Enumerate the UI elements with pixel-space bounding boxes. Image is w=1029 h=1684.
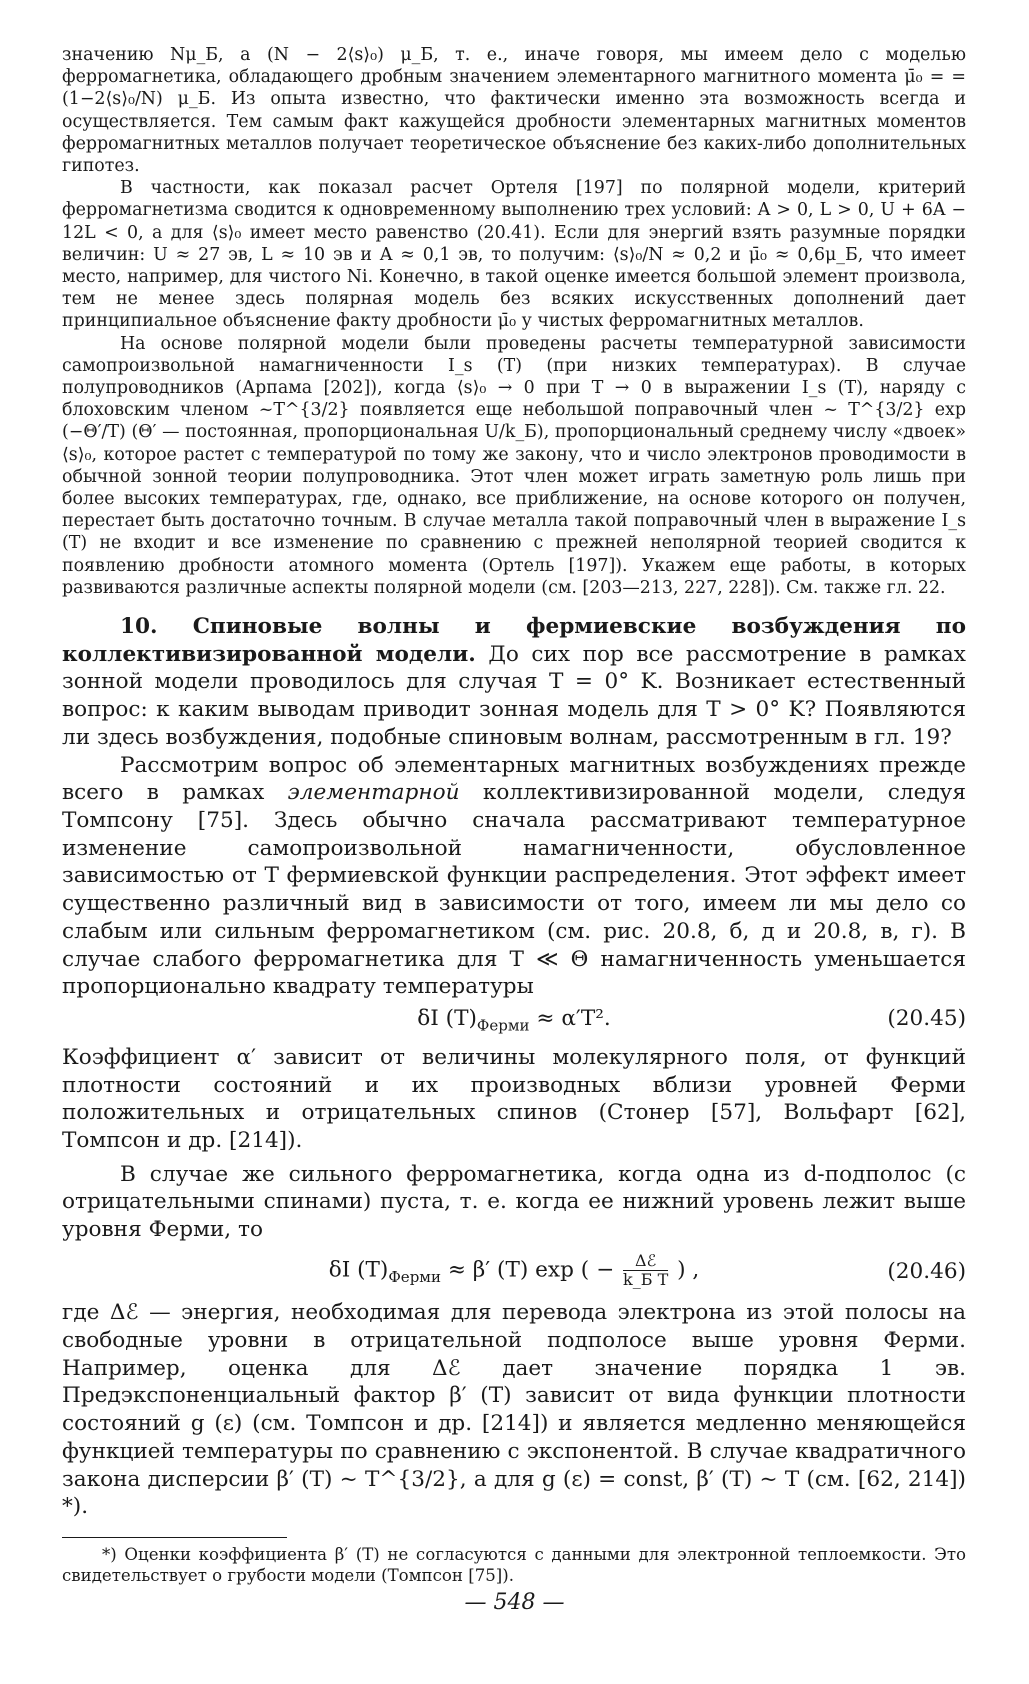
paragraph: На основе полярной модели были проведены расчеты температурной зависимости самопроизвольной намагниченности I_s (T) (при низких температурах). В случае полупроводников (Арпама [202]), когда ⟨s⟩₀ → 0 при T → 0 в выражении I_s (T), наряду с блоховским членом ~T^{3/2} появляется еще небольшой поправочный член ~ T^{3/2} exp (−Θ′/T) (Θ′ — постоянная, пропорциональная U/k_Б), пропорциональный среднему числу «двоек» ⟨s⟩₀, которое растет с температурой по тому же закону, что и число электронов проводимости в обычной зонной теории полупроводника. Этот член может играть заметную роль лишь при более высоких температурах, где, однако, все приближение, на основе которого он получен, перестает быть достаточно точным. В случае металла такой поправочный член в выражение I_s (T) не входит и все изменение по сравнению с прежней неполярной теорией сводится к появлению дробности атомного момента (Ортель [197]). Укажем еще работы, в которых развиваются различные аспекты полярной модели (см. [203—213, 227, 228]). См. также гл. 22. [62, 333, 966, 598]
equation-number: (20.45) [887, 1005, 966, 1031]
equation-20-46: δI $(T)_{Ферми} \approx \beta'$ (T) exp ( − $\frac{\text{Δℰ}}{\text{k\_Б T}}$ ) , (20.46) [328, 1250, 966, 1289]
paragraph: где Δℰ — энергия, необходимая для перевода электрона из этой полосы на свободные уровни в отрицательной подполосе выше уровня Ферми. Например, оценка для Δℰ дает значение порядка 1 эв. Предэкспоненциальный фактор β′ (T) зависит от вида функции плотности состояний g (ε) (см. Томпсон и др. [214]) и является медленно меняющейся функцией температуры по сравнению с экспонентой. В случае квадратичного закона дисперсии β′ (T) ~ T^{3/2}, а для g (ε) = const, β′ (T) ~ T (см. [62, 214]) *). [62, 1300, 966, 1520]
footnote: *) Оценки коэффициента β′ (T) не согласуются с данными для электронной теплоемкости. Это свидетельствует о грубости модели (Томпсон [75]). [62, 1545, 966, 1585]
paragraph: Коэффициент α′ зависит от величины молекулярного поля, от функций плотности состояний и их производных вблизи уровней Ферми положительных и отрицательных спинов (Стонер [57], Вольфарт [62], Томпсон и др. [214]). [62, 1044, 966, 1154]
main-text-block [62, 613, 966, 1521]
equation-20-45: δI $(T)_{Ферми} \approx \alpha'T^2$. (20.45) [417, 1005, 966, 1035]
section-paragraph [62, 613, 966, 752]
equation-number: (20.46) [887, 1258, 966, 1284]
page-content [62, 44, 966, 1586]
paragraph: В случае же сильного ферромагнетика, когда одна из d-подполос (с отрицательными спинами) пуста, т. е. когда ее нижний уровень лежит выше уровня Ферми, то [62, 1161, 966, 1243]
upper-text-block [62, 44, 966, 599]
paragraph: значению Nμ_Б, а (N − 2⟨s⟩₀) μ_Б, т. е., иначе говоря, мы имеем дело с моделью ферромагнетика, обладающего дробным значением элементарного магнитного момента μ̄₀ = = (1−2⟨s⟩₀/N) μ_Б. Из опыта известно, что фактически именно эта возможность всегда и осуществляется. Тем самым факт кажущейся дробности элементарных магнитных моментов ферромагнитных металлов получает теоретическое объяснение без каких-либо дополнительных гипотез. [62, 45, 966, 177]
section-intro: До сих пор все рассмотрение в рамках зонной модели проводилось для случая T = 0° K. Возникает естественный вопрос: к каким выводам приводит зонная модель для T > 0° K? Появляются ли здесь возбуждения, подобные спиновым волнам, рассмотренным в гл. 19? [62, 641, 966, 750]
page-number: — 548 — [464, 1590, 565, 1615]
footnote-divider [62, 1537, 287, 1538]
paragraph: В частности, как показал расчет Ортеля [197] по полярной модели, критерий ферромагнетизма сводится к одновременному выполнению трех условий: A > 0, L > 0, U + 6A − 12L < 0, а для ⟨s⟩₀ имеет место равенство (20.41). Если для энергий взять разумные порядки величин: U ≈ 27 эв, L ≈ 10 эв и A ≈ 0,1 эв, то получим: ⟨s⟩₀/N ≈ 0,2 и μ̄₀ ≈ 0,6μ_Б, что имеет место, например, для чистого Ni. Конечно, в такой оценке имеется большой элемент произвола, тем не менее здесь полярная модель без всяких искусственных дополнений дает принципиальное объяснение факту дробности μ̄₀ у чистых ферромагнитных металлов. [62, 178, 966, 332]
section-heading: 10. Спиновые волны и фермиевские возбуждения по коллективизированной модели. [62, 614, 966, 667]
paragraph: Рассмотрим вопрос об элементарных магнитных возбуждениях прежде всего в рамках элементарной коллективизированной модели, следуя Томпсону [75]. Здесь обычно сначала рассматривают температурное изменение самопроизвольной намагниченности, обусловленное зависимостью от T фермиевской функции распределения. Этот эффект имеет существенно различный вид в зависимости от того, имеем ли мы дело со слабым или сильным ферромагнетиком (см. рис. 20.8, б, д и 20.8, в, г). В случае слабого ферромагнетика для T ≪ Θ намагниченность уменьшается пропорционально квадрату температуры [62, 752, 966, 1000]
fraction: $\frac{\text{Δℰ}}{\text{k\_Б T}}$ [623, 1250, 669, 1289]
